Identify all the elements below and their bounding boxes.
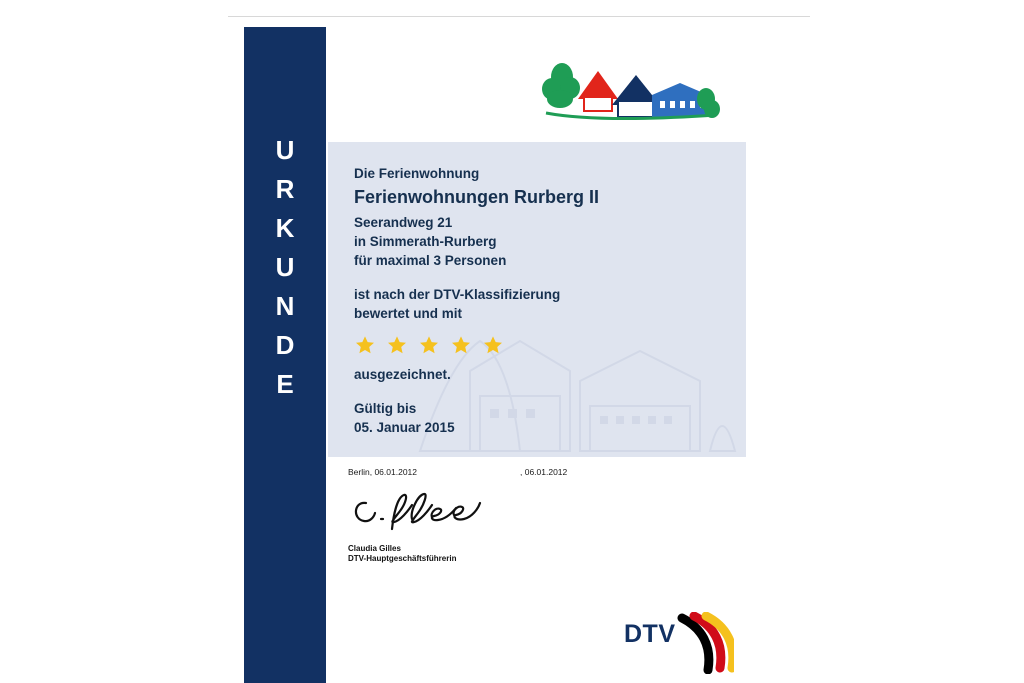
signature-image (348, 489, 488, 537)
star-icon (386, 335, 408, 357)
star-icon (354, 335, 376, 357)
city-line: in Simmerath-Rurberg (354, 234, 497, 249)
rating-line-1: ist nach der DTV-Klassifizierung (354, 287, 561, 302)
dtv-footer-logo (624, 612, 734, 674)
intro-line: Die Ferienwohnung (354, 166, 480, 181)
signer-name: Claudia Gilles (348, 544, 401, 553)
page-edge-strip (228, 0, 810, 17)
certificate-page (244, 27, 764, 683)
signer-block (348, 544, 456, 564)
property-name: Ferienwohnungen Rurberg II (354, 187, 600, 207)
side-band-label: URKUNDE (270, 135, 300, 408)
side-band (244, 27, 326, 683)
capacity-line: für maximal 3 Personen (354, 253, 507, 268)
certificate-body (354, 164, 736, 437)
star-icon (450, 335, 472, 357)
awarded-line: ausgezeichnet. (354, 367, 451, 382)
street-line: Seerandweg 21 (354, 215, 453, 230)
valid-until: 05. Januar 2015 (354, 420, 455, 435)
valid-label: Gültig bis (354, 401, 417, 416)
spacer (354, 384, 736, 399)
place-date-left: Berlin, 06.01.2012 (348, 467, 417, 477)
spacer (354, 270, 736, 285)
dtv-wordmark: DTV (624, 620, 676, 648)
star-rating (354, 333, 736, 359)
rating-line-2: bewertet und mit (354, 306, 463, 321)
star-icon (418, 335, 440, 357)
star-icon (482, 335, 504, 357)
signer-title: DTV-Hauptgeschäftsführerin (348, 554, 457, 563)
place-date-right: , 06.01.2012 (520, 467, 568, 477)
info-panel (328, 142, 746, 457)
dtv-houses-logo (540, 55, 720, 130)
